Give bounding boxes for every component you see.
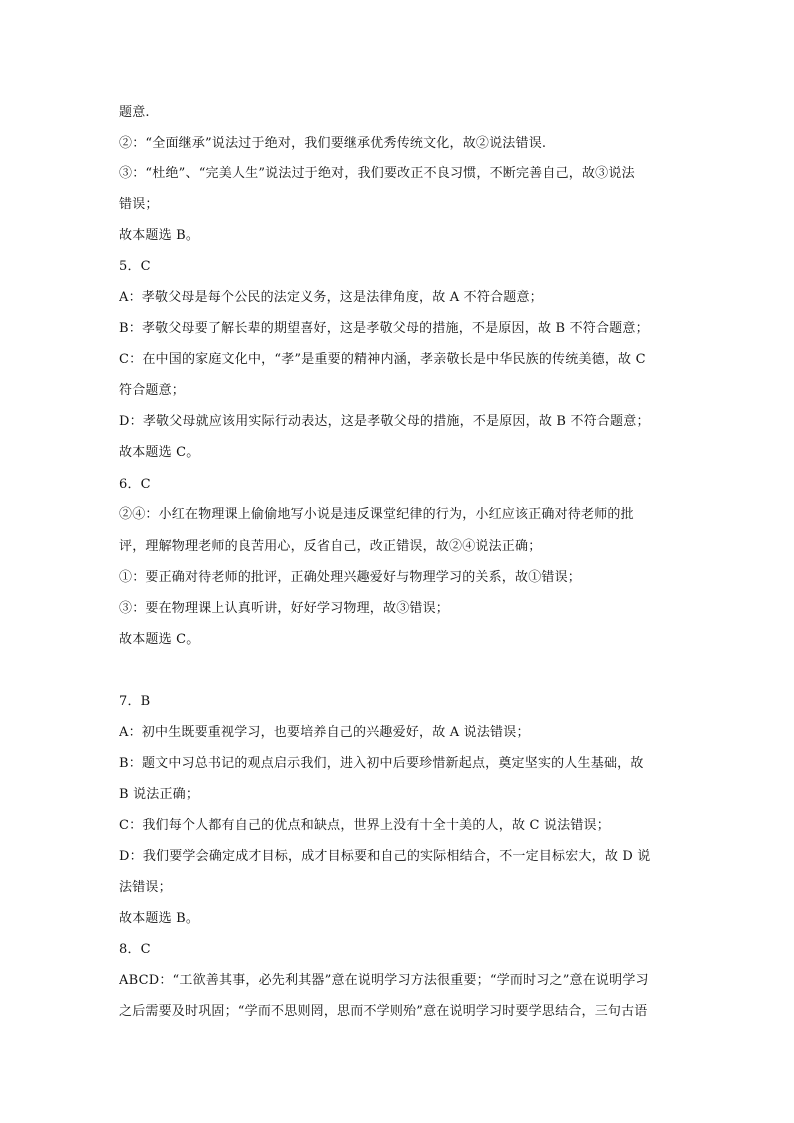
text-line: ②：“全面继承”说法过于绝对，我们要继承优秀传统文化，故②说法错误. xyxy=(119,136,547,151)
text-line: 故本题选 B。 xyxy=(119,228,200,243)
text-line: ②④：小红在物理课上偷偷地写小说是违反课堂纪律的行为，小红应该正确对待老师的批 xyxy=(119,507,634,522)
text-line: ③：要在物理课上认真听讲，好好学习物理，故③错误； xyxy=(119,601,450,616)
text-line: 故本题选 C。 xyxy=(119,632,200,647)
text-line: 法错误； xyxy=(119,880,172,895)
text-line: ①：要正确对待老师的批评，正确处理兴趣爱好与物理学习的关系，故①错误； xyxy=(119,570,582,585)
text-line: 题意. xyxy=(119,105,150,120)
text-line: B：题文中习总书记的观点启示我们，进入初中后要珍惜新起点，奠定坚实的人生基础，故 xyxy=(119,756,644,771)
text-line: A：孝敬父母是每个公民的法定义务，这是法律角度，故 A 不符合题意； xyxy=(119,290,543,305)
text-line: ABCD：“工欲善其事，必先利其器”意在说明学习方法很重要；“学而时习之”意在说明学习 xyxy=(119,973,649,988)
question-number: 8．C xyxy=(119,942,151,957)
text-line: 评，理解物理老师的良苦用心，反省自己，改正错误，故②④说法正确； xyxy=(119,539,542,554)
text-line: D：孝敬父母就应该用实际行动表达，这是孝敬父母的措施，不是原因，故 B 不符合题意； xyxy=(119,414,650,429)
text-line: ③：“杜绝”、“完美人生”说法过于绝对，我们要改正不良习惯，不断完善自己，故③说法 xyxy=(119,166,635,181)
text-line: 故本题选 C。 xyxy=(119,445,200,460)
question-number: 6．C xyxy=(119,477,151,492)
text-line: D：我们要学会确定成才目标，成才目标要和自己的实际相结合，不一定目标宏大，故 D 说 xyxy=(119,849,651,864)
text-line: A：初中生既要重视学习，也要培养自己的兴趣爱好，故 A 说法错误； xyxy=(119,725,530,740)
text-line: 之后需要及时巩固；“学而不思则罔，思而不学则殆”意在说明学习时要学思结合，三句古语 xyxy=(119,1004,648,1019)
text-line: B 说法正确； xyxy=(119,787,200,802)
question-number: 5．C xyxy=(119,259,151,274)
text-line: B：孝敬父母要了解长辈的期望喜好，这是孝敬父母的措施，不是原因，故 B 不符合题意； xyxy=(119,321,649,336)
text-line: 故本题选 B。 xyxy=(119,911,200,926)
text-line: 符合题意； xyxy=(119,383,186,398)
question-number: 7．B xyxy=(119,694,151,709)
text-line: C：我们每个人都有自己的优点和缺点，世界上没有十全十美的人，故 C 说法错误； xyxy=(119,818,610,833)
text-line: 错误； xyxy=(119,197,159,212)
text-line: C：在中国的家庭文化中，“孝”是重要的精神内涵，孝亲敬长是中华民族的传统美德，故 C xyxy=(119,352,646,367)
